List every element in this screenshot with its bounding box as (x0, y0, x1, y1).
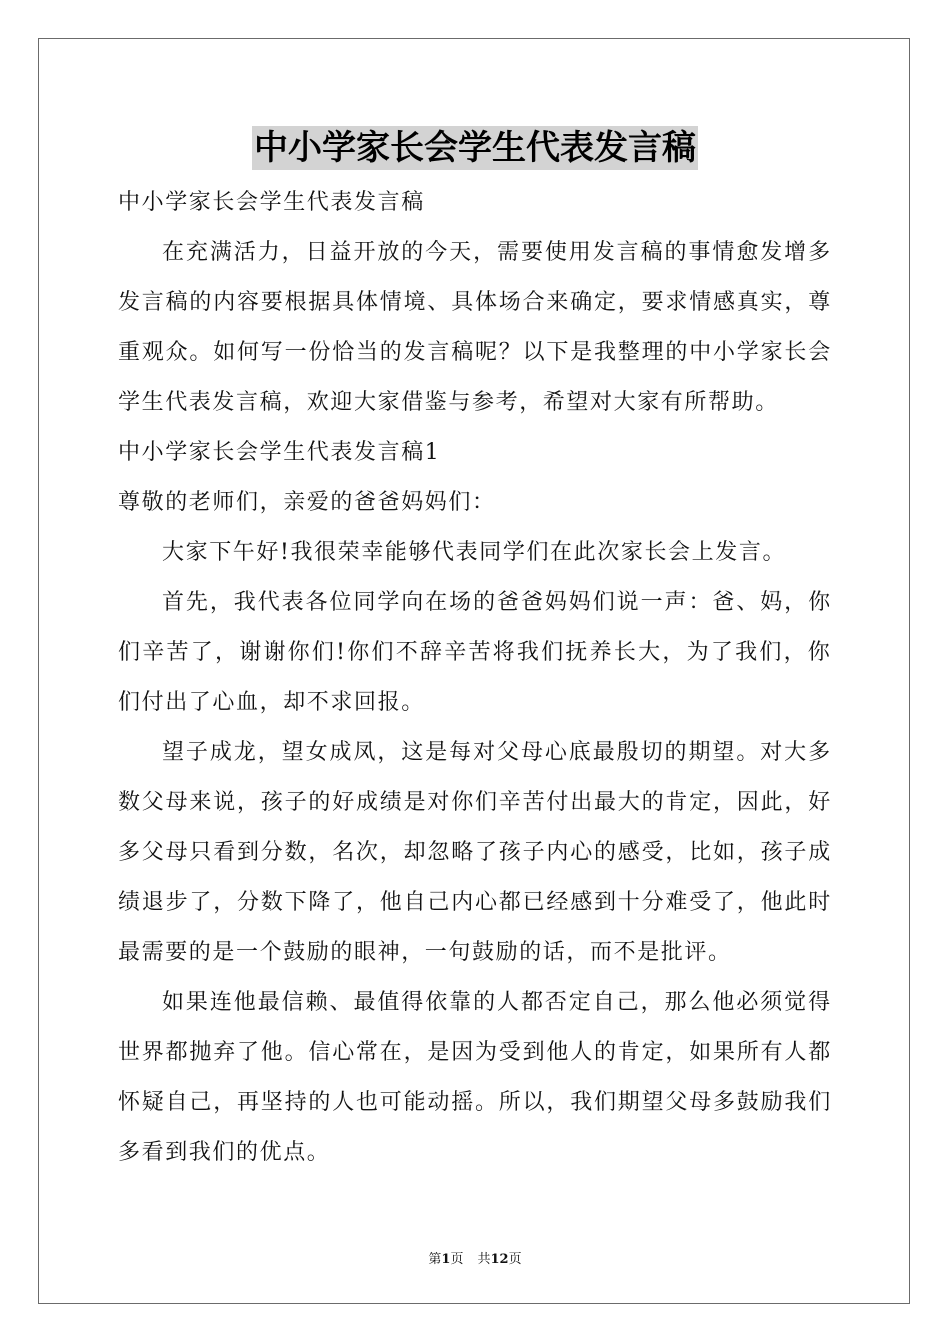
text-line: 怀疑自己，再坚持的人也可能动摇。所以，我们期望父母多鼓励我们 (118, 1090, 833, 1115)
document-body (118, 178, 832, 1178)
text-line: 多看到我们的优点。 (118, 1140, 331, 1165)
text-line: 学生代表发言稿，欢迎大家借鉴与参考，希望对大家有所帮助。 (118, 390, 779, 415)
text-line: 尊敬的老师们，亲爱的爸爸妈妈们： (118, 490, 496, 515)
text-line: 首先，我代表各位同学向在场的爸爸妈妈们说一声：爸、妈，你 (162, 590, 833, 615)
text-line: 如果连他最信赖、最值得依靠的人都否定自己，那么他必须觉得 (162, 990, 833, 1015)
text-line: 数父母来说，孩子的好成绩是对你们辛苦付出最大的肯定，因此，好 (118, 790, 833, 815)
text-line: 世界都抛弃了他。信心常在，是因为受到他人的肯定，如果所有人都 (118, 1040, 833, 1065)
page-footer (0, 1248, 950, 1267)
footer-total-suffix: 页 (508, 1252, 522, 1267)
current-page-number: 1 (441, 1252, 451, 1267)
total-page-count: 12 (490, 1252, 509, 1267)
text-line: 们辛苦了，谢谢你们!你们不辞辛苦将我们抚养长大，为了我们，你 (118, 640, 833, 665)
title-container (0, 126, 950, 170)
text-line: 多父母只看到分数，名次，却忽略了孩子内心的感受，比如，孩子成 (118, 840, 833, 865)
text-line: 中小学家长会学生代表发言稿 (118, 190, 425, 215)
text-line: 发言稿的内容要根据具体情境、具体场合来确定，要求情感真实，尊 (118, 290, 833, 315)
text-line: 在充满活力，日益开放的今天，需要使用发言稿的事情愈发增多 (162, 240, 833, 265)
text-line: 重观众。如何写一份恰当的发言稿呢？以下是我整理的中小学家长会 (118, 340, 833, 365)
footer-prefix: 第 (428, 1252, 442, 1267)
footer-page-word: 页 (450, 1252, 464, 1267)
text-line: 大家下午好!我很荣幸能够代表同学们在此次家长会上发言。 (162, 540, 787, 565)
document-title: 中小学家长会学生代表发言稿 (254, 128, 696, 168)
text-line: 最需要的是一个鼓励的眼神，一句鼓励的话，而不是批评。 (118, 940, 732, 965)
text-line: 望子成龙，望女成凤，这是每对父母心底最殷切的期望。对大多 (162, 740, 833, 765)
text-line: 绩退步了，分数下降了，他自己内心都已经感到十分难受了，他此时 (118, 890, 833, 915)
text-line: 中小学家长会学生代表发言稿1 (118, 440, 441, 465)
text-line: 们付出了心血，却不求回报。 (118, 690, 425, 715)
footer-total-prefix: 共 (477, 1252, 491, 1267)
